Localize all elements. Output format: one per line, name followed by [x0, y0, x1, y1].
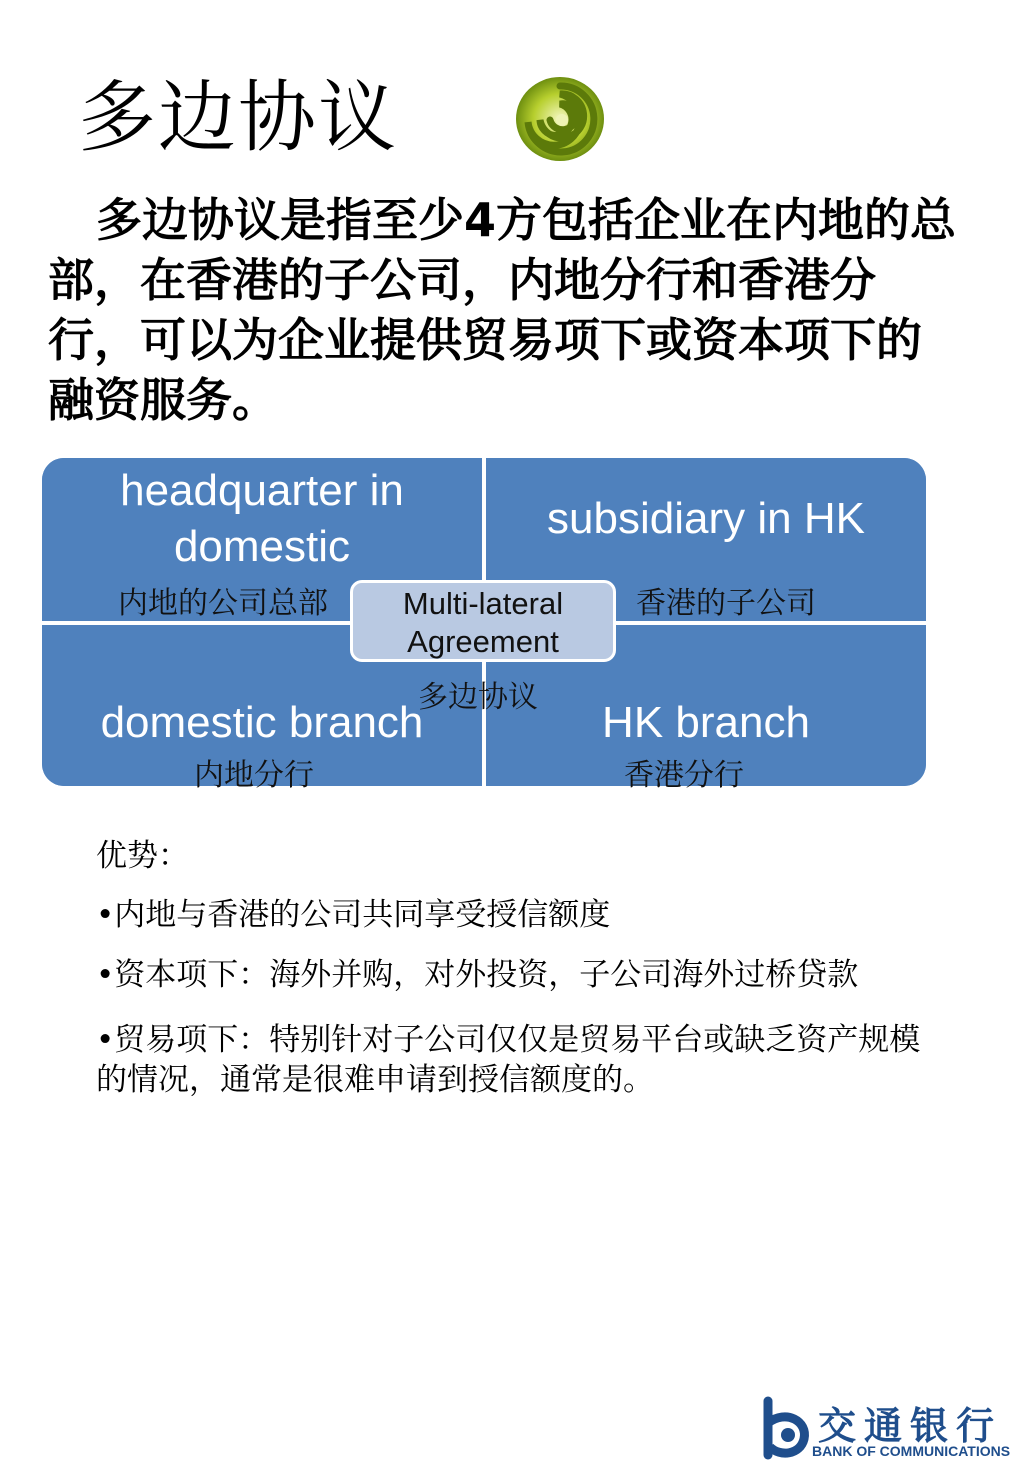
- quadrant-label-zh: 香港分行: [624, 758, 744, 793]
- quadrant-title: HK branch: [602, 698, 810, 747]
- intro-paragraph: 多边协议是指至少4方包括企业在内地的总部，在香港的子公司，内地分行和香港分行，可以为企业提供贸易项下或资本项下的融资服务。: [48, 193, 957, 427]
- bank-emblem-icon: [756, 1395, 812, 1461]
- bank-name-zh: 交通银行: [818, 1403, 1003, 1448]
- swirl-logo-icon: [512, 74, 608, 164]
- advantage-item: •资本项下：海外并购，对外投资，子公司海外过桥贷款: [96, 957, 859, 993]
- quadrant-label-zh: 内地分行: [194, 758, 314, 793]
- quadrant-title: domestic: [173, 522, 351, 571]
- quadrant-title: headquarter in: [120, 466, 404, 515]
- advantages-heading: 优势：: [96, 838, 189, 874]
- advantage-item: •贸易项下：特别针对子公司仅仅是贸易平台或缺乏资产规模的情况，通常是很难申请到授信额度的。: [96, 1022, 921, 1098]
- center-label: Multi-lateral: [402, 586, 564, 621]
- quadrant-label-zh: 内地的公司总部: [118, 586, 328, 621]
- quadrant-title: subsidiary in HK: [547, 494, 865, 543]
- center-label-zh: 多边协议: [418, 680, 538, 715]
- bank-name-en: BANK OF COMMUNICATIONS: [812, 1443, 1011, 1459]
- page-title: 多边协议: [78, 73, 399, 163]
- bank-logo: [756, 1395, 1018, 1465]
- quadrant-title: domestic branch: [100, 698, 424, 747]
- center-agreement-box: [350, 580, 616, 662]
- center-label: Agreement: [407, 624, 559, 659]
- advantage-item: •内地与香港的公司共同享受授信额度: [96, 897, 611, 933]
- quadrant-label-zh: 香港的子公司: [636, 586, 816, 621]
